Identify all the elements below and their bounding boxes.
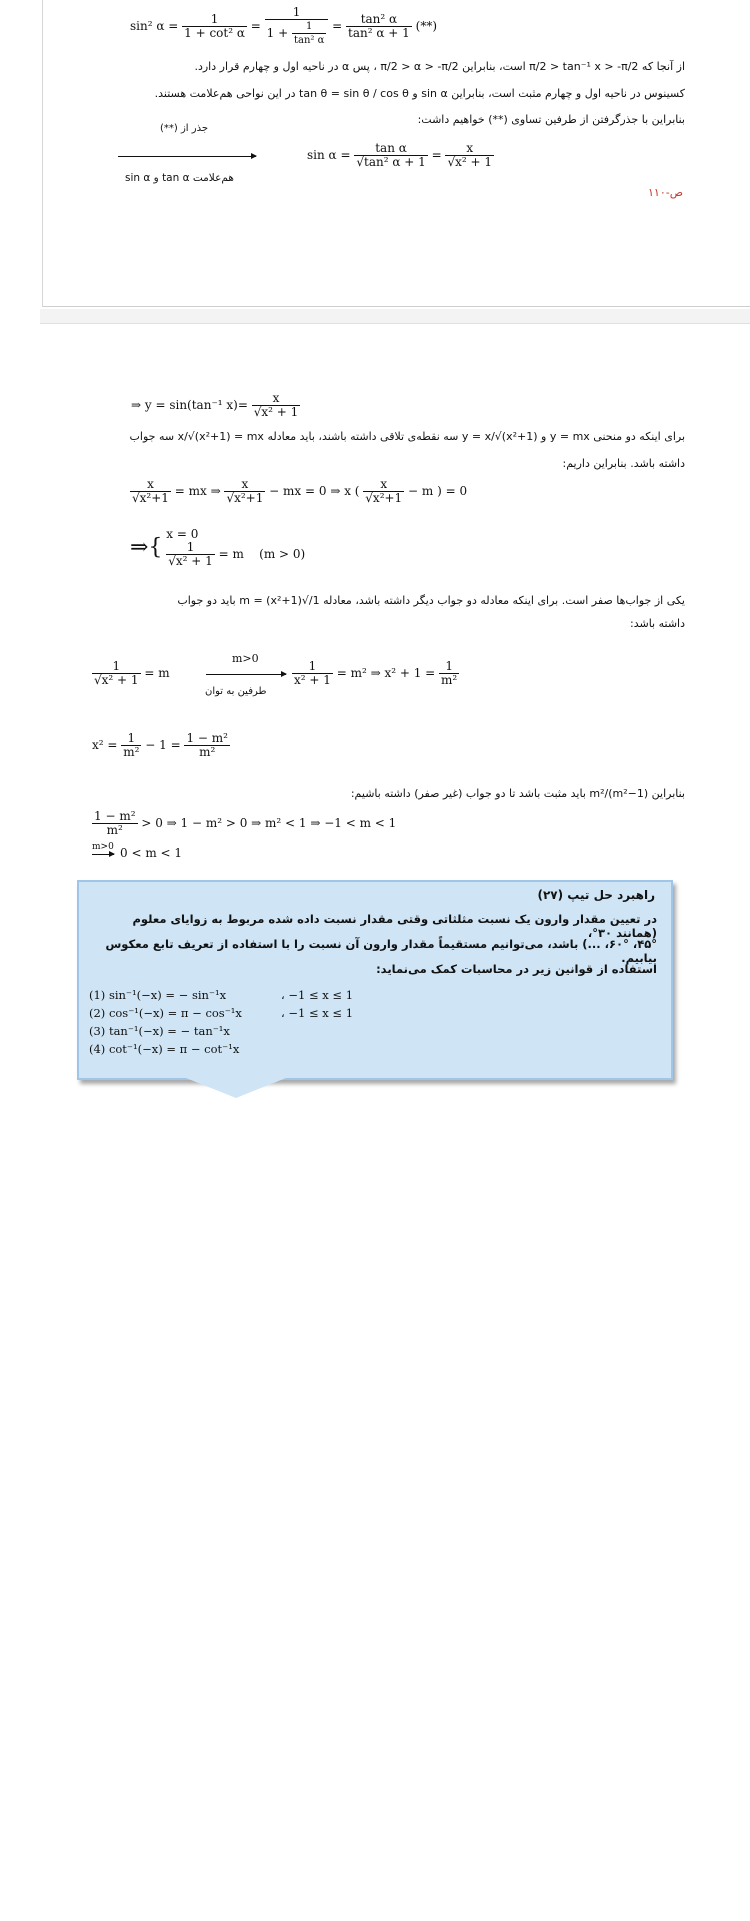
tip-line: ۴۵°، ۶۰°، ...) باشد، می‌توانیم مستقیماً مقدار وارون آن نسبت را با استفاده از تعریف تابع معکوس بیابیم. [105,937,657,965]
inequality-chain: $\frac{\text{1 − m²}}{\text{m²}}$ > 0 ⇒ 1 − m² > 0 ⇒ m² < 1 ⇒ −1 < m < 1 [94,809,397,837]
equation-sin-alpha: sin α = $\frac{\text{tan α}}{\text{√tan² α + 1}}$ = $\frac{x}{\text{√x² + 1}}$ [307,141,492,169]
arrow-label-m: m>0 [232,652,259,665]
paragraph-line: داشته باشد. بنابراین داریم: [562,457,685,470]
tip-title: راهبرد حل تیپ (۲۷) [537,888,655,902]
paragraph-line: برای اینکه دو منحنی y = mx و y = x/√(x²+1) سه نقطه‌ی تلاقی داشته باشند، باید معادله x/√(x²+1) = mx سه جواب [129,430,685,443]
implication-arrow [118,156,256,157]
tip-line: در تعیین مقدار وارون یک نسبت مثلثاتی وقتی مقدار نسبت داده شده مربوط به زوایای معلوم (همانند ۳۰°، [132,912,657,940]
equation-mx-factor: $\frac{x}{\text{√x²+1}}$ = mx ⇒ $\frac{x}{\text{√x²+1}}$ − mx = 0 ⇒ x ( $\frac{x}{\text{√x²+1}}$ − m ) = 0 [132,477,468,505]
paragraph-line: بنابراین با جذرگرفتن از طرفین تساوی (**) خواهیم داشت: [417,113,685,126]
tip-box-pointer [176,1074,296,1098]
inequality-result: 0 < m < 1 [120,846,183,860]
paragraph-line: یکی از جواب‌ها صفر است. برای اینکه معادله دو جواب دیگر داشته باشد، معادله 1/√(x²+1) = m باید دو جواب [177,594,685,607]
arrow-label-top: جذر از (**) [160,123,209,134]
rule-condition: ، −1 ≤ x ≤ 1 [281,988,354,1002]
paragraph-line: داشته باشد: [630,617,685,630]
rule-formula: (1) sin⁻¹(−x) = − sin⁻¹x [89,988,227,1002]
paragraph-line: کسینوس در ناحیه اول و چهارم مثبت است، بنابراین sin α و tan θ = sin θ / cos θ در این نواحی هم‌علامت هستند. [154,87,685,100]
arrow-label-m-positive: m>0 [92,842,114,852]
implication-arrow [206,674,286,675]
rule-formula: (3) tan⁻¹(−x) = − tan⁻¹x [89,1024,230,1038]
rule-formula: (2) cos⁻¹(−x) = π − cos⁻¹x [89,1006,242,1020]
tip-line: استفاده از قوانین زیر در محاسبات کمک می‌نماید: [376,962,657,976]
page-reference: ص-۱۱۰ [648,186,684,199]
implication-arrow [92,854,114,855]
arrow-label-power: طرفین به توان [205,686,267,697]
equation-one-over-root: $\frac{1}{\text{√x² + 1}}$ = m [94,659,170,687]
equation-system: ⇒{ x = 0 $\frac{1}{\text{√x² + 1}}$ = m (m > 0) [130,527,306,568]
tip-box [77,880,673,1080]
equation-y: ⇒ y = sin(tan⁻¹ x)= $\frac{x}{\text{√x² + 1}}$ [131,391,299,419]
equation-x-squared: x² = $\frac{1}{\text{m²}}$ − 1 = $\frac{\text{1 − m²}}{\text{m²}}$ [92,731,228,759]
equation-sin-squared: sin² α = $\frac{1}{\text{1 + cot² α}}$ = 1 1 + $\frac{1}{\text{tan² α}}$ = $\frac{\text{tan² α}}{\text{tan² α + 1}}$ (**) [130,5,438,46]
equation-m-squared: $\frac{1}{\text{x² + 1}}$ = m² ⇒ x² + 1 = $\frac{1}{\text{m²}}$ [294,659,458,687]
page-separator [40,309,750,324]
paragraph-line: از آنجا که π/2 > tan⁻¹ x > -π/2 است، بنابراین π/2 > α > -π/2 ، پس α در ناحیه اول و چهارم قرار دارد. [194,60,685,73]
rule-condition: ، −1 ≤ x ≤ 1 [281,1006,354,1020]
paragraph-line: بنابراین (1−m²)/m² باید مثبت باشد تا دو جواب (غیر صفر) داشته باشیم: [350,787,685,800]
rule-formula: (4) cot⁻¹(−x) = π − cot⁻¹x [89,1042,240,1056]
arrow-label-bottom: هم‌علامت tan α و sin α [125,172,234,184]
